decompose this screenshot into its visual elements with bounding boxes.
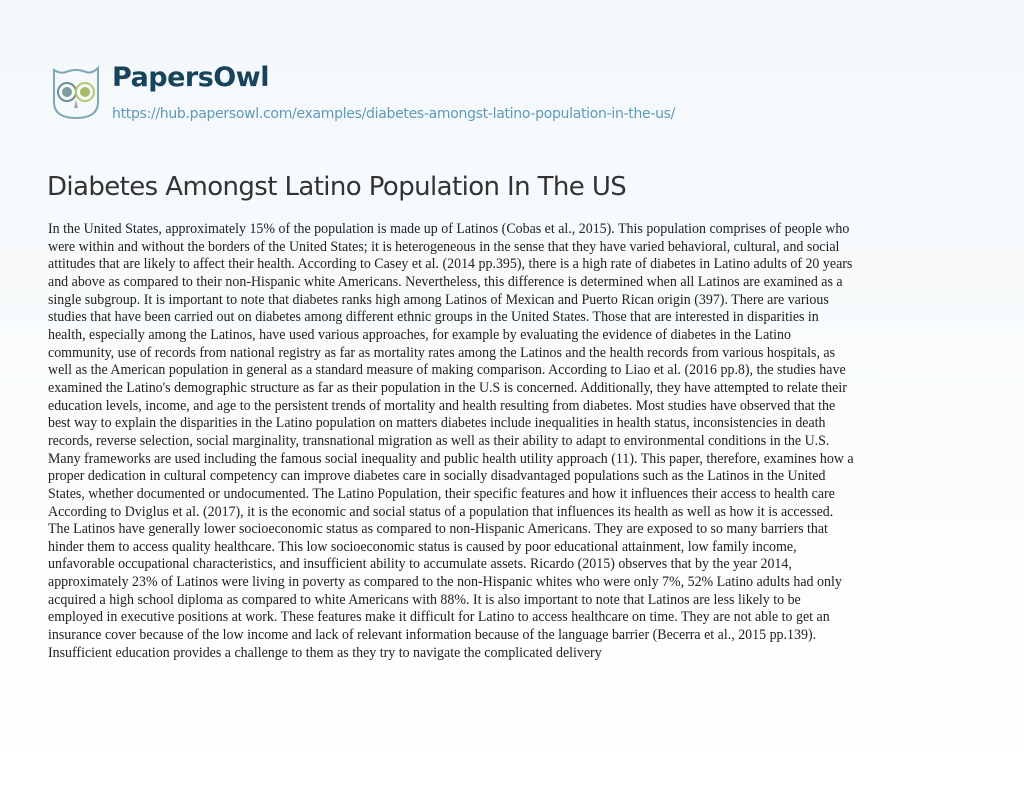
papersowl-logo-icon: [50, 62, 102, 120]
essay-line: and above as compared to their non-Hispanic white Americans. Nevertheless, this difference is determined when all Latinos are examined as a: [48, 273, 843, 290]
essay-line: best way to explain the disparities in the Latino population on matters diabetes include inequalities in health status, inconsistencies in death: [48, 415, 826, 432]
essay-line: health, especially among the Latinos, have used various approaches, for example by evaluating the evidence of diabetes in the Latino: [48, 326, 791, 343]
essay-line: were within and without the borders of the United States; it is heterogeneous in the sense that they have varied behavioral, cultural, and social: [48, 238, 840, 255]
essay-line: acquired a high school diploma as compared to white Americans with 88%. It is also important to note that Latinos are less likely to be: [48, 591, 801, 608]
essay-line: records, reverse selection, social marginality, transnational migration as well as their ability to adapt to environmental conditions in the U.S.: [48, 432, 830, 449]
page-title: Diabetes Amongst Latino Population In The US: [47, 172, 627, 202]
essay-line: single subgroup. It is important to note that diabetes ranks high among Latinos of Mexican and Puerto Rican origin (397). There are various: [48, 291, 829, 308]
essay-line: insurance cover because of the low income and lack of relevant information because of the language barrier (Becerra et al., 2015 pp.139).: [48, 627, 817, 644]
essay-line: States, whether documented or undocumented. The Latino Population, their specific features and how it influences their access to health care: [48, 485, 835, 502]
essay-line: The Latinos have generally lower socioeconomic status as compared to non-Hispanic Americans. They are exposed to so many barriers that: [48, 521, 828, 538]
essay-line: examined the Latino's demographic structure as far as their population in the U.S is concerned. Additionally, they have attempted to relate their: [48, 379, 847, 396]
page-url-link[interactable]: https://hub.papersowl.com/examples/diabetes-amongst-latino-population-in-the-us/: [112, 106, 676, 122]
essay-line: In the United States, approximately 15% of the population is made up of Latinos (Cobas et al., 2015). This population comprises of people who: [48, 221, 850, 237]
essay-line: proper dedication in cultural competency can improve diabetes care in socially disadvantaged populations such as the Latinos in the United: [48, 468, 826, 485]
essay-line: studies that have been carried out on diabetes among different ethnic groups in the United States. Those that are interested in disparities in: [48, 309, 819, 326]
essay-line: According to Dviglus et al. (2017), it is the economic and social status of a population that influences its health as well as how it is accessed.: [48, 503, 834, 520]
brand-name[interactable]: PapersOwl: [112, 62, 269, 93]
essay-line: community, use of records from national registry as far as mortality rates among the Latinos and the health records from various hospitals, as: [48, 344, 836, 361]
essay-line: unfavorable occupational characteristics, and insufficient ability to accumulate assets. Ricardo (2015) observes that by the year 2014,: [48, 556, 792, 573]
essay-line: education levels, income, and age to the persistent trends of mortality and health resulting from diabetes. Most studies have observed that the: [48, 397, 836, 414]
essay-body: [48, 221, 998, 662]
essay-line: well as the American population in general as a standard measure of making comparison. According to Liao et al. (2016 pp.8), the studies have: [48, 362, 846, 379]
essay-line: hinder them to access quality healthcare. This low socioeconomic status is caused by poor educational attainment, low family income,: [48, 538, 797, 555]
essay-line: employed in executive positions at work. These features make it difficult for Latino to access healthcare on time. They are not able to get an: [48, 609, 830, 626]
essay-line: attitudes that are likely to affect their health. According to Casey et al. (2014 pp.395), there is a high rate of diabetes in Latino adults of 20 years: [48, 256, 853, 273]
essay-line: approximately 23% of Latinos were living in poverty as compared to the non-Hispanic whites who were only 7%, 52% Latino adults had only: [48, 574, 842, 591]
essay-line: Insufficient education provides a challenge to them as they try to navigate the complicated delivery: [48, 644, 602, 661]
essay-line: Many frameworks are used including the famous social inequality and public health utility approach (11). This paper, therefore, examines how a: [48, 450, 854, 467]
